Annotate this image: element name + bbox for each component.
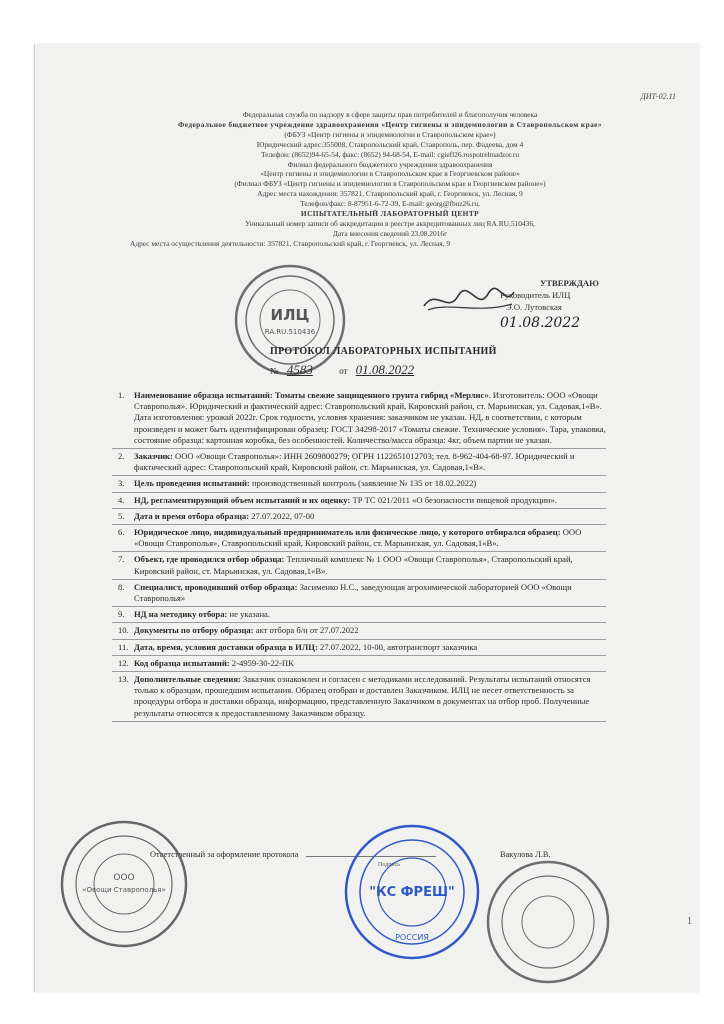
item-number: 11. [118,641,129,652]
protocol-item [112,527,606,552]
item-value: 2-4959-30-22-ПК [229,657,294,668]
protocol-number-line [270,362,414,378]
header-line: Филиал федерального бюджетного учреждения здравоохранения [287,159,493,169]
protocol-items [112,390,606,724]
header-line: (ФБУЗ «Центр гигиены и эпидемиологии в Ставропольском крае») [284,129,496,139]
item-label: Заказчик: [134,451,173,462]
ilc-stamp [232,262,348,378]
ilc-stamp-code: RA.RU.510436 [264,328,316,336]
item-label: НД, регламентирующий объем испытаний и их оценку: [134,494,351,505]
lab-stamp-bottom [484,858,612,986]
header-line: Федеральное бюджетное учреждение здравоохранения «Центр гигиены и эпидемиологии в Ставропольском крае» [178,119,602,129]
item-number: 12. [118,657,129,668]
company-stamp-ovoshchi [58,818,190,950]
company-stamp-ooo: ООО [113,873,135,883]
item-number: 5. [118,510,125,521]
header-line: Уникальный номер записи об аккредитации в реестре аккредитованных лиц RA.RU.510436, [245,218,535,228]
company-stamp-outer-ring [62,822,186,946]
item-value: не указана. [227,609,271,620]
header-line: ИСПЫТАТЕЛЬНЫЙ ЛАБОРАТОРНЫЙ ЦЕНТР [300,209,480,219]
protocol-item [112,625,606,639]
item-label: Объект, где проводился отбор образца: [134,554,285,565]
lab-stamp-center-ring [522,896,574,948]
item-number: 13. [118,674,129,685]
item-value: 27.07.2022, 10-00, автотранспорт заказчика [317,641,478,652]
item-label: Код образца испытаний: [134,657,230,668]
item-value: Тепличный комплекс № 1 ООО «Овощи Ставрополья», Ставропольский край, Кировский район, ст. Марьинская, ул. Садовая,1«В». [134,554,573,576]
item-bold-value: Томаты свежие защищенного грунта гибрид «Мерлис» [274,390,489,400]
header-line: Юридический адрес:355008, Ставропольский край, Ставрополь, пер. Фадеева, дом 4 [256,139,524,149]
item-value: 27.07.2022, 07-00 [249,510,315,521]
signature-label: Ответственный за оформление протокола [150,850,299,859]
ilc-stamp-title: ИЛЦ [270,306,310,324]
item-number: 1. [118,390,125,400]
item-label: Документы по отбору образца: [134,625,254,636]
header-line: Телефон: (8652)94-65-54, факс: (8652) 94-68-54, E-mail: cgiefl26.rospotrebnadzor.ru [260,149,520,159]
company-stamp-inner-ring [76,836,172,932]
protocol-item [112,478,606,492]
protocol-item [112,451,606,476]
page-number: 1 [687,916,692,927]
company-stamp-center-ring [94,854,154,914]
protocol-item [112,658,606,672]
company-stamp-ksfresh [342,822,482,962]
item-value: производственный контроль (заявление № 135 от 18.02.2022) [249,478,477,489]
lab-stamp-outer-ring [488,862,608,982]
document-code: ДИТ-02.11 [640,92,676,101]
protocol-title: ПРОТОКОЛ ЛАБОРАТОРНЫХ ИСПЫТАНИЙ [270,346,497,357]
protocol-item [112,390,606,449]
item-number: 7. [118,554,125,565]
protocol-item [112,674,606,722]
item-number: 10. [118,625,129,636]
ksfresh-stamp-name: "КС ФРЕШ" [369,885,455,900]
protocol-item [112,609,606,623]
protocol-item [112,582,606,607]
header-line: Адрес места нахождения: 357821, Ставропольский край, г. Георгиевск, ул. Лесная, 9 [257,189,523,199]
header-line: Дата внесения сведений 23.08.2016г [332,228,448,238]
header-line: Адрес места осуществления деятельности: 357821, Ставропольский край, г. Георгиевск, ул. Лесная, 9 [130,238,451,248]
item-number: 9. [118,609,125,620]
item-value: ООО «Овощи Ставрополья», Ставропольский край, Кировский район, ст. Марьинская, ул. Садовая,1«В». [134,527,582,549]
item-value: Засименко Н.С., заведующая агрохимической лабораторией ООО «Овощи Ставрополья» [134,581,572,604]
header-line: (Филиал ФБУЗ «Центр гигиены и эпидемиологии в Ставропольском крае в Георгиевском районе») [234,179,546,189]
header-line: Телефон/факс: 8-87951-6-72-39, E-mail: georg@fbuz26.ru, [300,199,480,209]
protocol-item [112,554,606,579]
company-stamp-name: «Овощи Ставрополья» [82,886,166,894]
approval-name: Э.О. Лутовская [506,302,562,312]
item-label: Наименование образца испытаний: [134,390,273,400]
approval-block [500,277,599,329]
item-number: 2. [118,451,125,462]
protocol-item [112,495,606,509]
item-label: Дополнительные сведения: [134,674,241,685]
protocol-ot-label: от [339,366,348,376]
item-value: Заказчик ознакомлен и согласен с методиками исследований. Результаты испытаний относятся только к образцам, прошедшим испытания. Образец отобран и доставлен Заказчиком. ИЛЦ не несет ответственность за процедуры отбора и доставки образца, информацию, представленную Заказчиком в документах на отбор проб. Полученные результаты относятся к предоставленному Заказчиком образцу. [134,674,591,718]
signature-caption: Подпись [378,862,401,868]
item-value: . Изготовитель: ООО «Овощи Ставрополья». Юридический и фактический адрес: Ставропольский край, Кировский район, ст. Марьинская, ул. Садовая,1«В». Дата изготовления: урожай 2022г. Срок годности, условия хранения: заказчиком не указан. НД, в соответствии, с которым произведен и может быть идентифицирован образец: ГОСТ 34298-2017 «Томаты свежие. Технические условия». Тара, упаковка, состояние образца: картонная коробка, без особенностей. Количество/масса образца: 4кг, объем партии не указан. [134,390,606,445]
approval-date: 01.08.2022 [500,315,581,331]
organization-header [130,110,610,249]
protocol-item [112,642,606,656]
protocol-date: 01.08.2022 [355,362,415,377]
approval-position: Руководитель ИЛЦ [500,290,571,300]
item-label: Юридическое лицо, индивидуальный предприниматель или физическое лицо, у которого отбирался образец: [134,527,561,538]
ksfresh-stamp-country: РОССИЯ [395,933,429,942]
signature-name: Вакулова Л.В. [500,850,551,859]
item-number: 6. [118,527,125,538]
item-value: ТР ТС 021/2011 «О безопасности пищевой продукции». [350,494,557,505]
item-value: акт отбора б/н от 27.07.2022 [253,625,359,636]
item-label: Цель проведения испытаний: [134,478,250,489]
header-line: «Центр гигиены и эпидемиологии в Ставропольском крае в Георгиевском районе» [260,169,520,179]
item-label: Дата и время отбора образца: [134,510,250,521]
item-value: ООО «Овощи Ставрополья»: ИНН 2609800279; ОГРН 1122651012703; тел. 8-962-404-68-97. Юридический и фактический адрес: Ставропольский край, Кировский район, ст. Марьинская, ул. Садовая,1«В». [134,451,575,473]
protocol-number: 4583 [286,362,313,377]
lab-stamp-inner-ring [502,876,594,968]
item-label: Дата, время, условия доставки образца в ИЛЦ: [134,641,318,652]
item-label: НД на методику отбора: [134,609,228,620]
item-number: 4. [118,494,125,505]
item-number: 8. [118,581,125,592]
item-label: Специалист, проводивший отбор образца: [134,581,298,592]
protocol-no-label: № [270,366,279,376]
header-line: Федеральная служба по надзору в сфере защиты прав потребителей и благополучия человека [242,110,538,119]
protocol-item [112,511,606,525]
item-number: 3. [118,478,125,489]
approval-title: УТВЕРЖДАЮ [540,278,599,288]
